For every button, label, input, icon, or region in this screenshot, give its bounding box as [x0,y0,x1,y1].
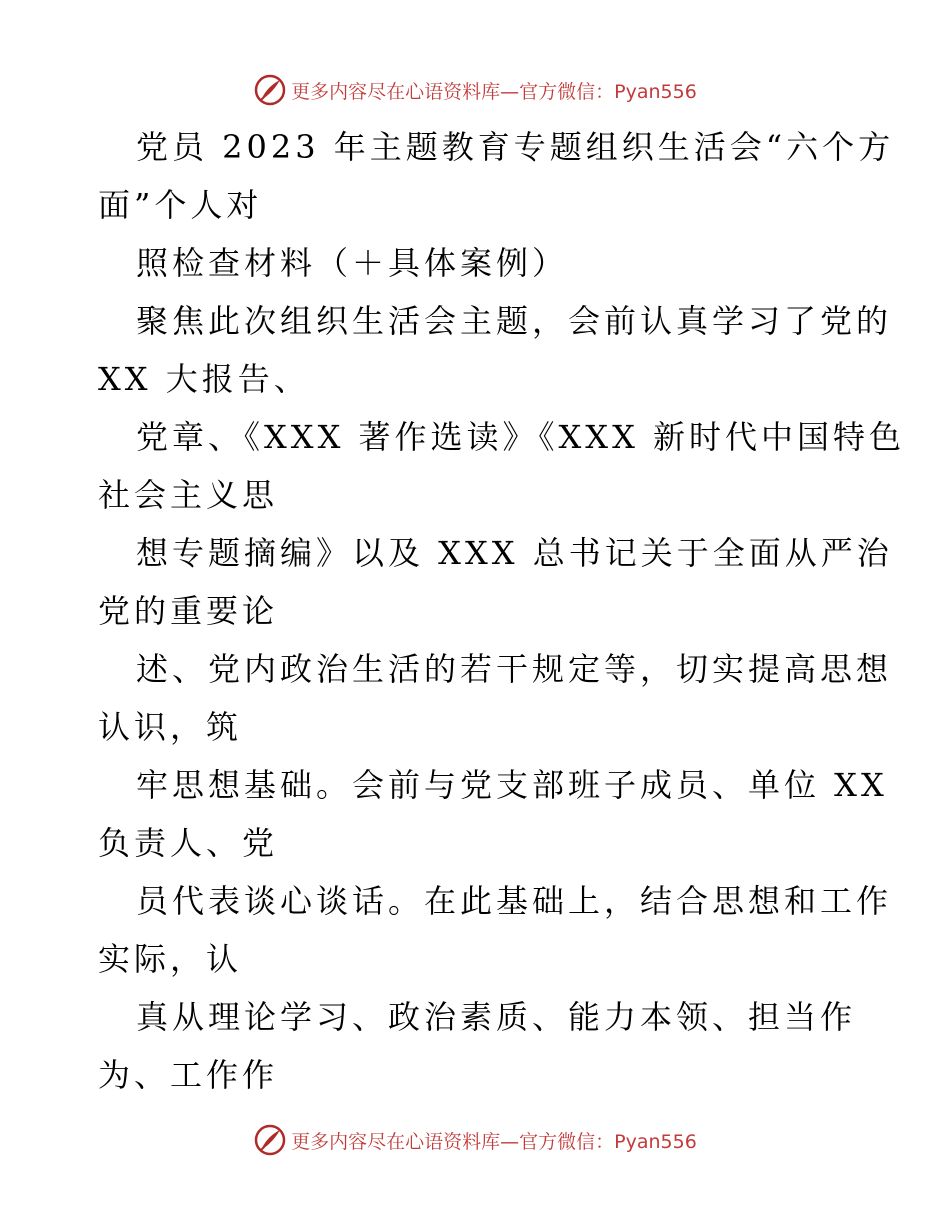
text-line: 述、党内政治生活的若干规定等，切实提高思想 [136,650,893,688]
text-line: XX 大报告、 [98,360,310,398]
text-line: 牢思想基础。会前与党支部班子成员、单位 XX [136,766,888,804]
text-line: 社会主义思 [98,476,279,514]
quill-logo-icon [253,1123,287,1157]
text-line: 面”个人对 [98,186,263,224]
document-body [98,118,906,1104]
quill-logo-icon [253,73,287,107]
text-line: 真从理论学习、政治素质、能力本领、担当作 [136,998,857,1036]
text-line: 认识，筑 [98,708,243,746]
text-line: 负责人、党 [98,824,279,862]
text-line: 想专题摘编》以及 XXX 总书记关于全面从严治 [136,534,893,572]
text-line: 实际，认 [98,940,243,978]
text-line: 党的重要论 [98,592,279,630]
text-line: 照检查材料（＋具体案例） [136,244,569,282]
footer-banner [0,1120,950,1160]
text-line: 党员 2023 年主题教育专题组织生活会“六个方 [136,128,895,166]
text-line: 聚焦此次组织生活会主题，会前认真学习了党的 [136,302,893,340]
header-banner [0,70,950,110]
text-line: 为、工作作 [98,1056,279,1094]
text-line: 员代表谈心谈话。在此基础上，结合思想和工作 [136,882,893,920]
text-line: 党章、《XXX 著作选读》《XXX 新时代中国特色 [136,418,906,456]
banner-text: 更多内容尽在心语资料库—官方微信：Pyan556 [291,1130,697,1153]
banner-text: 更多内容尽在心语资料库—官方微信：Pyan556 [291,80,697,103]
